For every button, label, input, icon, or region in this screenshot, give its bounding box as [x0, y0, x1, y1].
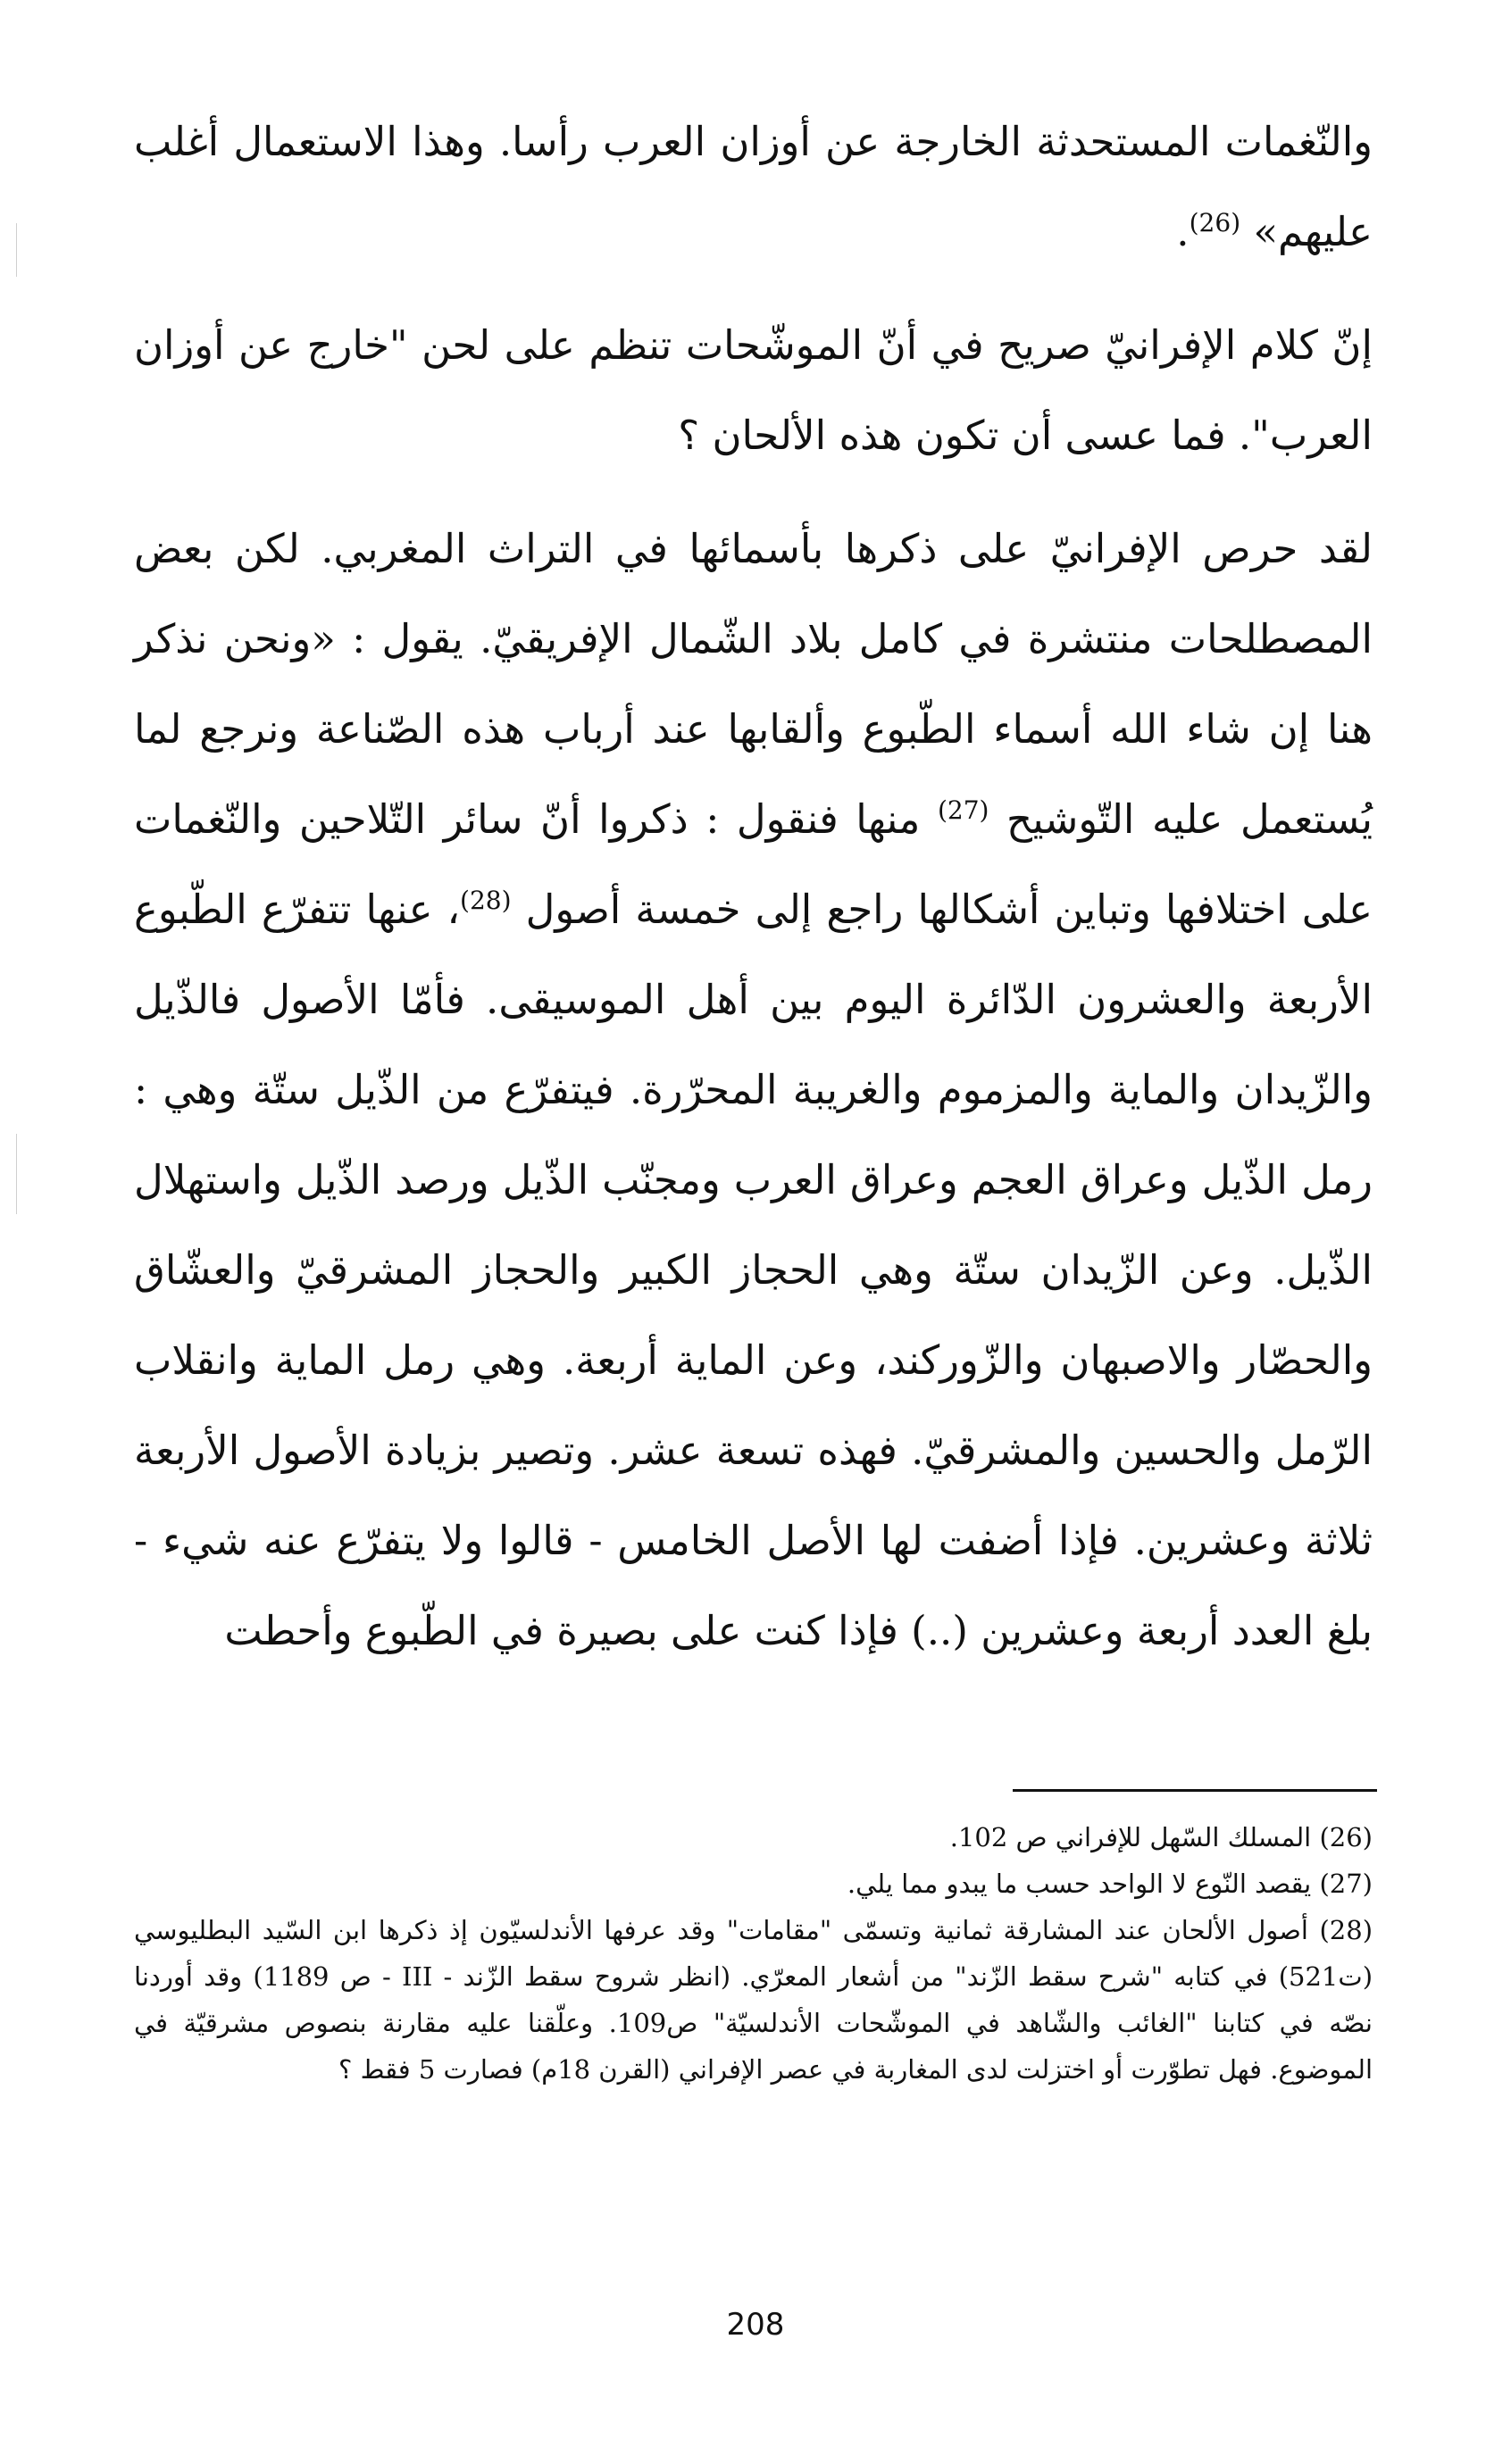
- paragraph-3-part-3: ، عنها تتفرّع الطّبوع الأربعة والعشرون الدّائرة اليوم بين أهل الموسيقى. فأمّا الأصول فالذّيل والزّيدان والماية والمزموم والغريبة المحرّرة. فيتفرّع من الذّيل ستّة وهي : رمل الذّيل وعراق العجم وعراق العرب ومجنّب الذّيل ورصد الذّيل واستهلال الذّيل. وعن الزّيدان ستّة وهي الحجاز الكبير والحجاز المشرقيّ والعشّاق والحصّار والاصبهان والزّوركند، وعن الماية أربعة. وهي رمل الماية وانقلاب الرّمل والحسين والمشرقيّ. فهذه تسعة عشر. وتصير بزيادة الأصول الأربعة ثلاثة وعشرين. فإذا أضفت لها الأصل الخامس - قالوا ولا يتفرّع عنه شيء - بلغ العدد أربعة وعشرين (..) فإذا كنت على بصيرة في الطّبوع وأحطت: [134, 886, 1373, 1654]
- footnote-26: [134, 1814, 1373, 1860]
- paragraph-3-part-1: لقد حرص الإفرانيّ على ذكرها بأسمائها في التراث المغربي. لكن بعض المصطلحات منتشرة في كامل بلاد الشّمال الإفريقيّ. يقول : «ونحن نذكر هنا إن شاء الله أسماء الطّبوع وألقابها عند أرباب هذه الصّناعة ونرجع لما يُستعمل عليه التّوشيح: [134, 525, 1373, 843]
- paragraph-3: [134, 504, 1373, 1676]
- footnote-separator: [1013, 1789, 1377, 1792]
- paragraph-3-part-2: منها فنقول : ذكروا أنّ سائر التّلاحين والنّغمات على اختلافها وتباين أشكالها راجع إلى خمسة أصول: [134, 795, 1373, 933]
- scan-edge-mark: [16, 1134, 17, 1214]
- footnote-27: [134, 1860, 1373, 1907]
- footnote-number: (28): [1319, 1915, 1373, 1945]
- scan-edge-mark: [16, 223, 17, 277]
- paragraph-2: [134, 300, 1373, 480]
- footnote-text: يقصد النّوع لا الواحد حسب ما يبدو مما يلي.: [847, 1869, 1312, 1899]
- footnote-number: (27): [1319, 1869, 1373, 1899]
- paragraph-1-end: .: [1176, 208, 1190, 255]
- main-text: [134, 96, 1373, 1676]
- paragraph-2-text: إنّ كلام الإفرانيّ صريح في أنّ الموشّحات تنظم على لحن "خارج عن أوزان العرب". فما عسى أن تكون هذه الألحان ؟: [134, 321, 1373, 459]
- footnote-28: [134, 1907, 1373, 2093]
- paragraph-1: [134, 96, 1373, 277]
- footnote-text: أصول الألحان عند المشارقة ثمانية وتسمّى "مقامات" وقد عرفها الأندلسيّون إذ ذكرها ابن السّيد البطليوسي (ت521) في كتابه "شرح سقط الزّند" من أشعار المعرّي. (انظر شروح سقط الزّند - III - ص 1189) وقد أوردنا نصّه في كتابنا "الغائب والشّاهد في الموشّحات الأندلسيّة" ص109. وعلّقنا عليه مقارنة بنصوص مشرقيّة في الموضوع. فهل تطوّرت أو اختزلت لدى المغاربة في عصر الإفراني (القرن 18م) فصارت 5 فقط ؟: [134, 1915, 1373, 2085]
- footnote-ref-26: (26): [1189, 208, 1241, 237]
- footnote-text: المسلك السّهل للإفراني ص 102.: [949, 1822, 1312, 1852]
- footnote-ref-27: (27): [937, 795, 989, 825]
- footnote-number: (26): [1319, 1822, 1373, 1852]
- paragraph-1-text: والنّغمات المستحدثة الخارجة عن أوزان العرب رأسا. وهذا الاستعمال أغلب عليهم»: [134, 118, 1373, 255]
- footnote-ref-28: (28): [460, 886, 512, 915]
- page-number: 208: [726, 2307, 785, 2343]
- footnotes: [134, 1814, 1373, 2093]
